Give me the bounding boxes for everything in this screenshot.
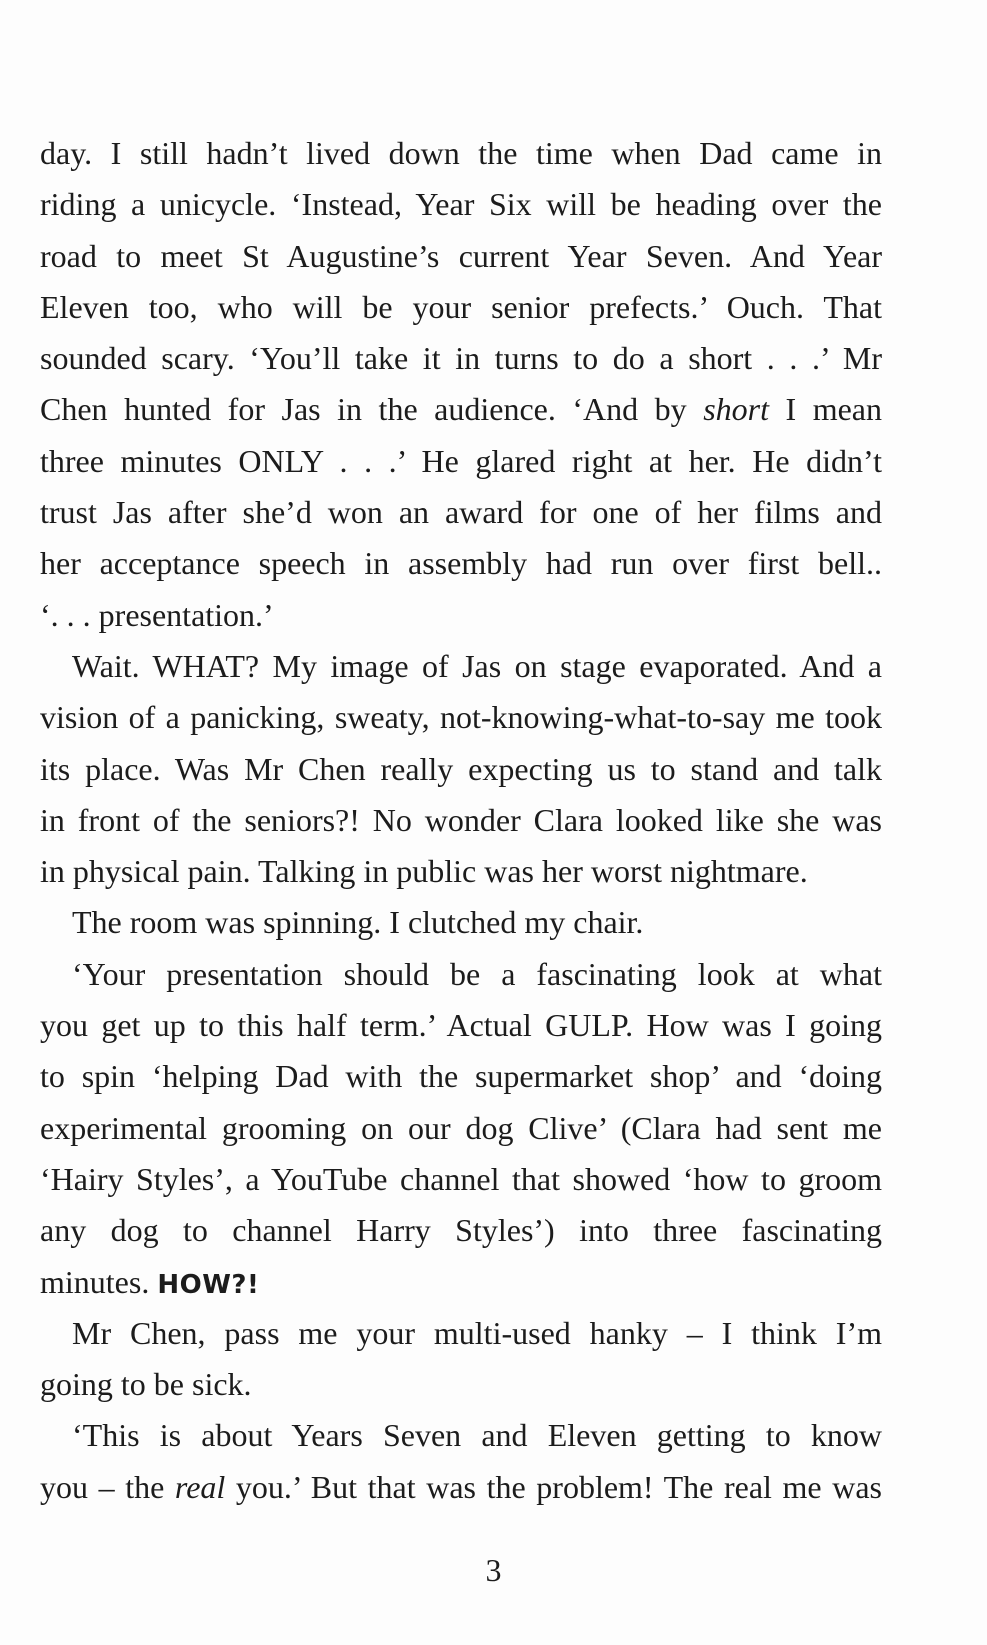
text-run: I mean bbox=[769, 391, 882, 428]
text-run: minutes. bbox=[40, 1263, 158, 1300]
text-line bbox=[40, 384, 882, 435]
text-line: to spin ‘helping Dad with the supermarket shop’ and ‘doing bbox=[40, 1058, 882, 1095]
text-line: day. I still hadn’t lived down the time when Dad came in bbox=[40, 135, 882, 171]
text-line: sounded scary. ‘You’ll take it in turns to do a short . . .’ Mr bbox=[40, 340, 882, 377]
text-line: three minutes ONLY . . .’ He glared right at her. He didn’t bbox=[40, 442, 882, 479]
text-line: vision of a panicking, sweaty, not-knowing-what-to-say me took bbox=[40, 699, 882, 736]
shout-word: HOW?! bbox=[157, 1269, 260, 1300]
text-line: Wait. WHAT? My image of Jas on stage evaporated. And a bbox=[72, 647, 882, 684]
text-line: The room was spinning. I clutched my chair. bbox=[72, 904, 644, 941]
italic-word: real bbox=[174, 1468, 226, 1505]
body-text bbox=[40, 128, 882, 1513]
text-line: Mr Chen, pass me your multi-used hanky – I think I’m bbox=[72, 1314, 882, 1351]
text-run: you.’ But that was the problem! The real me was bbox=[225, 1468, 882, 1505]
page-number: 3 bbox=[485, 1552, 502, 1588]
text-line: in physical pain. Talking in public was her worst nightmare. bbox=[40, 853, 808, 890]
text-line bbox=[40, 1462, 882, 1513]
text-line bbox=[40, 1257, 882, 1308]
text-line: road to meet St Augustine’s current Year Seven. And Year bbox=[40, 237, 882, 274]
text-line: going to be sick. bbox=[40, 1366, 252, 1403]
text-line: ‘. . . presentation.’ bbox=[40, 596, 274, 633]
text-run: Chen hunted for Jas in the audience. ‘And by bbox=[40, 391, 704, 428]
text-line: you get up to this half term.’ Actual GULP. How was I going bbox=[40, 1007, 882, 1044]
text-line: in front of the seniors?! No wonder Clara looked like she was bbox=[40, 801, 882, 838]
text-line: trust Jas after she’d won an award for one of her films and bbox=[40, 494, 882, 531]
text-line: its place. Was Mr Chen really expecting us to stand and talk bbox=[40, 750, 882, 787]
text-line: riding a unicycle. ‘Instead, Year Six will be heading over the bbox=[40, 186, 882, 223]
italic-word: short bbox=[703, 391, 770, 428]
text-line: ‘Your presentation should be a fascinating look at what bbox=[72, 955, 882, 992]
text-line: Eleven too, who will be your senior prefects.’ Ouch. That bbox=[40, 288, 882, 325]
text-line: ‘This is about Years Seven and Eleven getting to know bbox=[72, 1417, 882, 1454]
text-line: her acceptance speech in assembly had run over first bell.. bbox=[40, 545, 882, 582]
text-line: any dog to channel Harry Styles’) into three fascinating bbox=[40, 1212, 882, 1249]
text-line: experimental grooming on our dog Clive’ (Clara had sent me bbox=[40, 1109, 882, 1146]
text-line: ‘Hairy Styles’, a YouTube channel that showed ‘how to groom bbox=[40, 1160, 882, 1197]
text-run: you – the bbox=[40, 1468, 175, 1505]
